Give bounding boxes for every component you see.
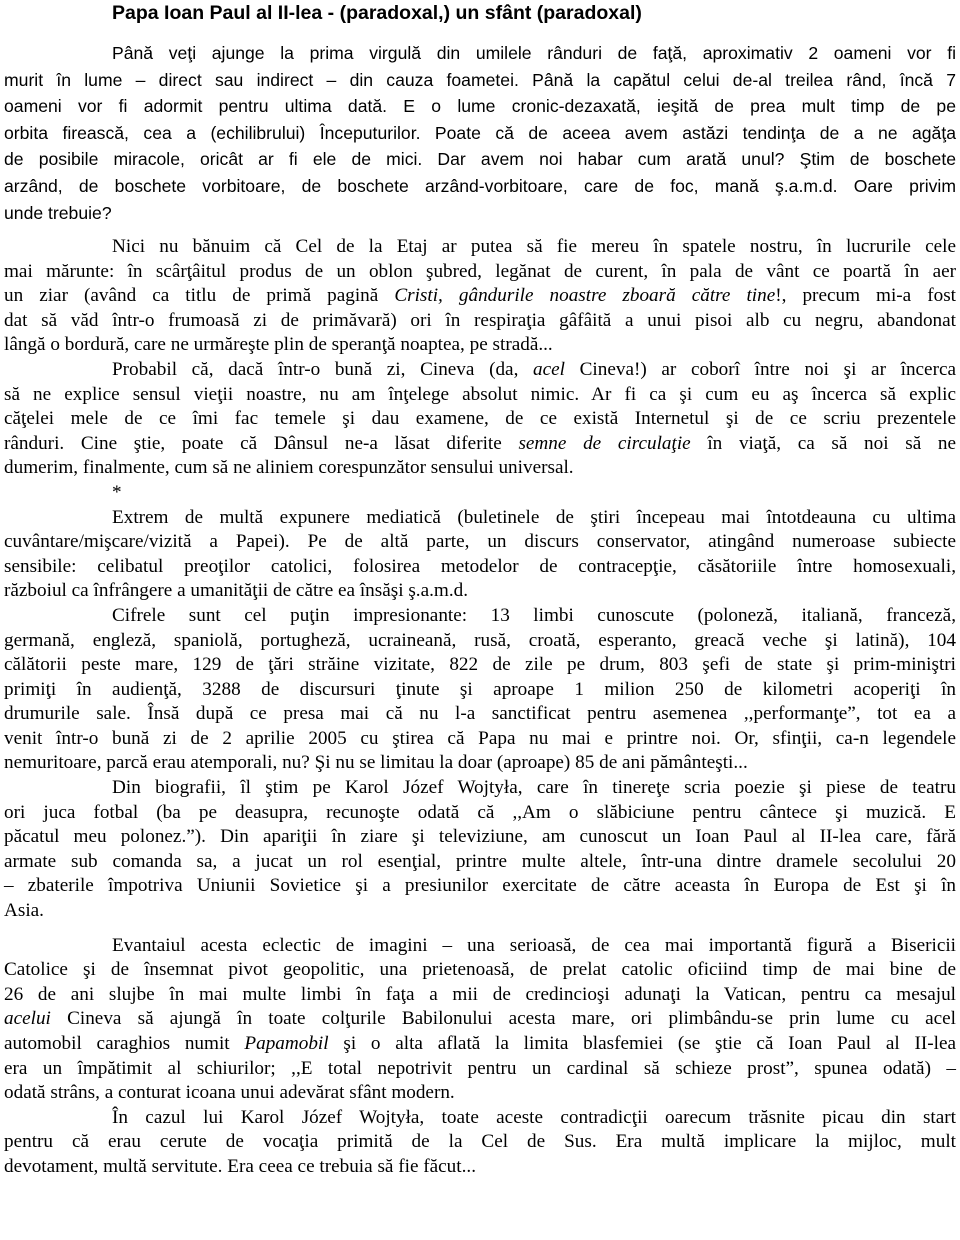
text-line: Din biografii, îl ştim pe Karol Józef Wojtyła, care în tinereţe scria poezie şi piese de teatru: [112, 777, 956, 799]
text-span: şi o alta aflată la limita blasfemiei (se ştie că Ioan Paul al II-lea: [328, 1033, 956, 1054]
text-line: drumurile sale. Însă după ce presa mai că nu l-a sanctificat pentru asemenea ,,performanţe”, tot ea a: [4, 703, 956, 725]
text-line: Evantaiul acesta eclectic de imagini – una serioasă, de cea mai importantă figură a Bisericii: [112, 934, 956, 956]
text-line: [4, 1007, 956, 1032]
text-line: sensibile: celibatul preoţilor catolici, folosirea metodelor de contracepţie, căsătoriile între homosexuali,: [4, 555, 956, 577]
intro-paragraph: [4, 40, 956, 226]
text-line: [4, 432, 956, 457]
paragraph-1: [4, 235, 956, 358]
text-span: Cineva să ajungă în toate colţurile Babilonului acesta mare, ori plimbându-se prin lume cu acel: [50, 1008, 956, 1030]
text-line: pentru că erau cerute de vocaţia primită de la Cel de Sus. Era multă implicare la mijloc, mult: [4, 1131, 956, 1153]
text-line: [4, 358, 956, 383]
paragraph-2: [4, 358, 956, 481]
italic-text: semne de circulaţie: [518, 432, 691, 454]
text-line: cuvântare/mişcare/vizită a Papei). Pe de altă parte, un discurs conservator, atingând numeroase subiecte: [4, 531, 956, 553]
article-body: [4, 235, 956, 1180]
text-line: Catolice şi de însemnat pivot geopolitic, una prietenoasă, de prelat catolic oficiind timp de mai bine de: [4, 959, 956, 981]
text-line: În cazul lui Karol Józef Wojtyła, toate aceste contradicţii oarecum trăsnite picau din start: [112, 1106, 956, 1128]
text-span: rânduri. Cine ştie, poate că Dânsul ne-a lăsat diferite: [4, 432, 519, 454]
text-span: Probabil că, dacă într-o bună zi, Cineva (da,: [112, 358, 534, 380]
text-span: un ziar (având ca titlu de primă pagină: [4, 285, 395, 307]
text-line: unde trebuie?: [4, 202, 112, 223]
text-line: arzând, de boschete vorbitoare, de boschete arzând-vorbitoare, care de foc, mană ş.a.m.d. Oare privim: [4, 175, 956, 196]
text-line: – zbaterile împotriva Uniunii Sovietice şi a presiunilor exercitate de către aceasta în Europa de Est şi în: [4, 875, 956, 897]
italic-text: Cristi, gândurile noastre zboară către tine: [394, 285, 776, 307]
text-line: armate sub comanda sa, a jucat un rol esenţial, printre multe altele, într-una dintre dramele secolului 20: [4, 850, 956, 872]
text-line: păcatul meu polonez.”). Din apariţii în ziare şi televiziune, am cunoscut un Ioan Paul al II-lea care, fără: [4, 826, 956, 848]
text-line: oameni vor fi adormit pentru ultima dată. E o lume cronic-dezaxată, ieşită de prea mult timp de pe: [4, 96, 956, 117]
text-line: mai mărunte: în scârţâitul produs de un oblon şubred, legănat de curent, în pala de vânt ce poartă în aer: [4, 260, 956, 282]
text-line: [4, 284, 956, 309]
text-line: era un împătimit al schiurilor; ,,E total nepotrivit pentru un cardinal să schieze prost”, spunea odată) –: [4, 1057, 956, 1079]
text-line: lângă o bordură, care ne urmăreşte plin de speranţă noaptea, pe stradă...: [4, 334, 553, 356]
text-line: Nici nu bănuim că Cel de la Etaj ar putea să fie mereu în spatele nostru, în lucrurile cele: [112, 236, 956, 257]
text-line: orbita firească, cea a (echilibrului) Începuturilor. Poate că de aceea avem astăzi tendinţa de a ne agăţa: [4, 122, 956, 143]
text-line: ori juca fotbal (ba pe deasupra, recunoşte odată că ,,Am o slăbiciune pentru cântece şi muzică. E: [4, 801, 956, 823]
text-line: călătorii peste mare, 129 de ţări străine vizitate, 822 de zile pe drum, 803 şefi de state şi prim-miniştri: [4, 654, 956, 676]
italic-text: Papamobil: [244, 1033, 329, 1054]
text-span: în viaţă, ca să noi să ne: [690, 432, 957, 454]
text-span: Cineva!) ar coborî între noi şi ar încerca: [564, 358, 956, 380]
text-line: să ne explice sensul vieţii noastre, nu am înţelege absolut nimic. Ar fi ca şi cum eu aş încerca să explic: [4, 383, 956, 405]
text-line: odată strâns, a conturat icoana unui adevărat sfânt modern.: [4, 1082, 455, 1104]
text-line: de posibile miracole, oricât ar fi ele de mici. Dar avem noi habar cum arată unul? Ştim de boschete: [4, 149, 956, 170]
text-line: nemuritoare, parcă erau atemporali, nu? Şi nu se limitau la doar (aproape) 85 de ani pământeşti...: [4, 752, 748, 774]
text-line: căţelei mele de ce îmi fac temele şi dau examene, de ce există Internetul şi de ce scriu prezentele: [4, 408, 956, 430]
section-separator: *: [112, 481, 122, 503]
text-line: Extrem de multă expunere mediatică (buletinele de ştiri începeau mai întotdeauna cu ultima: [112, 506, 956, 528]
text-line: Până veţi ajunge la prima virgulă din umilele rânduri de faţă, aproximativ 2 oameni vor fi: [112, 43, 956, 63]
text-span: automobil caraghios numit: [4, 1033, 245, 1054]
paragraph-3: [4, 506, 956, 604]
italic-text: acelui: [4, 1008, 51, 1030]
text-line: 26 de ani slujbe în mai multe limbi în faţa a mii de credincioşi adunaţi la Vatican, pentru ca mesajul: [4, 983, 956, 1005]
text-line: războiul ca înfrângere a umanităţii de către ea însăşi ş.a.m.d.: [4, 580, 469, 602]
text-line: dat să văd într-o frumoasă zi de primăvară) ori în respiraţia gâfâită a unui pisoi alb cu negru, abandonat: [4, 309, 956, 331]
text-line: dumerim, finalmente, cum să ne aliniem corespunzător sensului universal.: [4, 457, 574, 479]
text-line: Cifrele sunt cel puţin impresionante: 13 limbi cunoscute (poloneză, italiană, franceză,: [112, 604, 956, 626]
paragraph-5: [4, 776, 956, 924]
paragraph-4: [4, 604, 956, 776]
page-title: Papa Ioan Paul al II-lea - (paradoxal,) un sfânt (paradoxal): [112, 2, 642, 24]
text-span: !, precum mi-a fost: [775, 285, 956, 307]
italic-text: acel: [533, 358, 565, 380]
text-line: murit în lume – direct sau indirect – din cauza foametei. Până la capătul celui de-al treilea rând, încă 7: [4, 69, 956, 90]
paragraph-6: [4, 934, 956, 1106]
paragraph-7: [4, 1106, 956, 1180]
text-line: devotament, multă servitute. Era ceea ce trebuia să fie făcut...: [4, 1155, 476, 1177]
text-line: germană, engleză, spaniolă, portugheză, ucraineană, rusă, croată, esperanto, greacă veche şi latină), 104: [4, 629, 956, 651]
text-line: venit într-o bună zi de 2 aprilie 2005 cu ştirea că Papa nu mai e printre noi. Or, sfinţii, ca-n legendele: [4, 727, 956, 749]
paragraph-gap: [4, 924, 956, 934]
text-line: primiţi în audienţă, 3288 de discursuri ţinute şi aproape 1 milion 250 de kilometri acoperiţi în: [4, 678, 956, 700]
text-line: [4, 1032, 956, 1057]
text-line: Asia.: [4, 900, 44, 922]
